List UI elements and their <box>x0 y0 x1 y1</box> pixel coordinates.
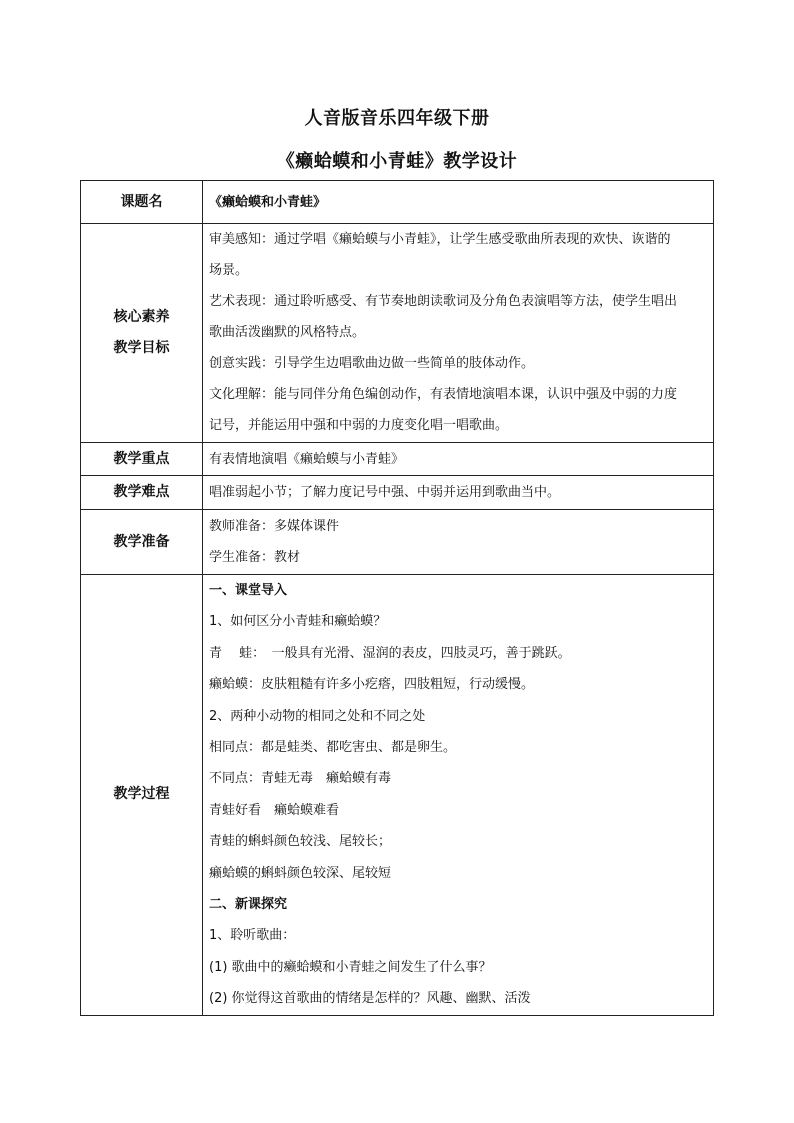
lesson-plan-table <box>80 180 714 1016</box>
table-row-preparation <box>81 510 714 575</box>
process-line: 青蛙的蝌蚪颜色较浅、尾较长； <box>209 834 392 850</box>
goal-line: 艺术表现：通过聆听感受、有节奏地朗读歌词及分角色表演唱等方法，使学生唱出 <box>209 294 678 309</box>
preparation-content <box>203 510 714 575</box>
document-title-line1: 人音版音乐四年级下册 <box>304 108 490 129</box>
process-line: 相同点：都是蛙类、都吃害虫、都是卵生。 <box>209 740 457 756</box>
process-line: 2、两种小动物的相同之处和不同之处 <box>209 708 426 724</box>
goal-line: 记号，并能运用中强和中弱的力度变化唱一唱歌曲。 <box>209 418 509 433</box>
table-row-key-point <box>81 443 714 476</box>
goal-line: 审美感知：通过学唱《癞蛤蟆与小青蛙》，让学生感受歌曲所表现的欢快、诙谐的 <box>209 232 671 247</box>
process-line: 1、聆听歌曲： <box>209 928 296 944</box>
topic-label: 课题名 <box>81 181 203 224</box>
process-line: 不同点：青蛙无毒 癞蛤蟆有毒 <box>209 771 392 787</box>
goals-label-line1: 核心素养 <box>113 309 170 325</box>
process-line: 青 蛙： 一般具有光滑、湿润的表皮，四肢灵巧，善于跳跃。 <box>209 645 571 661</box>
topic-value: 《癞蛤蟆和小青蛙》 <box>203 181 714 224</box>
goal-line: 歌曲活泼幽默的风格特点。 <box>209 325 366 340</box>
process-content <box>203 575 714 1016</box>
key-point-label: 教学重点 <box>81 443 203 476</box>
goals-label-line2: 教学目标 <box>113 340 170 356</box>
goals-label <box>81 224 203 443</box>
table-row-difficulty <box>81 476 714 510</box>
preparation-line: 教师准备：多媒体课件 <box>209 519 340 534</box>
goal-line: 文化理解：能与同伴分角色编创动作，有表情地演唱本课，认识中强及中弱的力度 <box>209 387 678 402</box>
difficulty-value: 唱准弱起小节；了解力度记号中强、中弱并运用到歌曲当中。 <box>203 476 714 510</box>
table-row-goals <box>81 224 714 443</box>
process-line: 癞蛤蟆的蝌蚪颜色较深、尾较短 <box>209 865 392 881</box>
document-title-line2: 《癞蛤蟆和小青蛙》教学设计 <box>276 151 518 172</box>
key-point-value: 有表情地演唱《癞蛤蟆与小青蛙》 <box>203 443 714 476</box>
process-line: 癞蛤蟆：皮肤粗糙有许多小疙瘩，四肢粗短，行动缓慢。 <box>209 677 535 693</box>
process-section-heading: 二、新课探究 <box>209 897 288 913</box>
goal-line: 创意实践：引导学生边唱歌曲边做一些简单的肢体动作。 <box>209 356 535 371</box>
table-row-topic <box>81 181 714 224</box>
preparation-label: 教学准备 <box>81 510 203 575</box>
table-row-process <box>81 575 714 1016</box>
goals-content <box>203 224 714 443</box>
goal-line: 场景。 <box>209 263 249 278</box>
process-label: 教学过程 <box>81 575 203 1016</box>
difficulty-label: 教学难点 <box>81 476 203 510</box>
process-line: 青蛙好看 癞蛤蟆难看 <box>209 802 340 818</box>
process-section-heading: 一、课堂导入 <box>209 583 288 598</box>
preparation-line: 学生准备：教材 <box>209 550 301 565</box>
process-line: (2) 你觉得这首歌曲的情绪是怎样的？风趣、幽默、活泼 <box>209 991 531 1007</box>
process-line: (1) 歌曲中的癞蛤蟆和小青蛙之间发生了什么事？ <box>209 959 492 975</box>
process-line: 1、如何区分小青蛙和癞蛤蟆？ <box>209 614 387 630</box>
